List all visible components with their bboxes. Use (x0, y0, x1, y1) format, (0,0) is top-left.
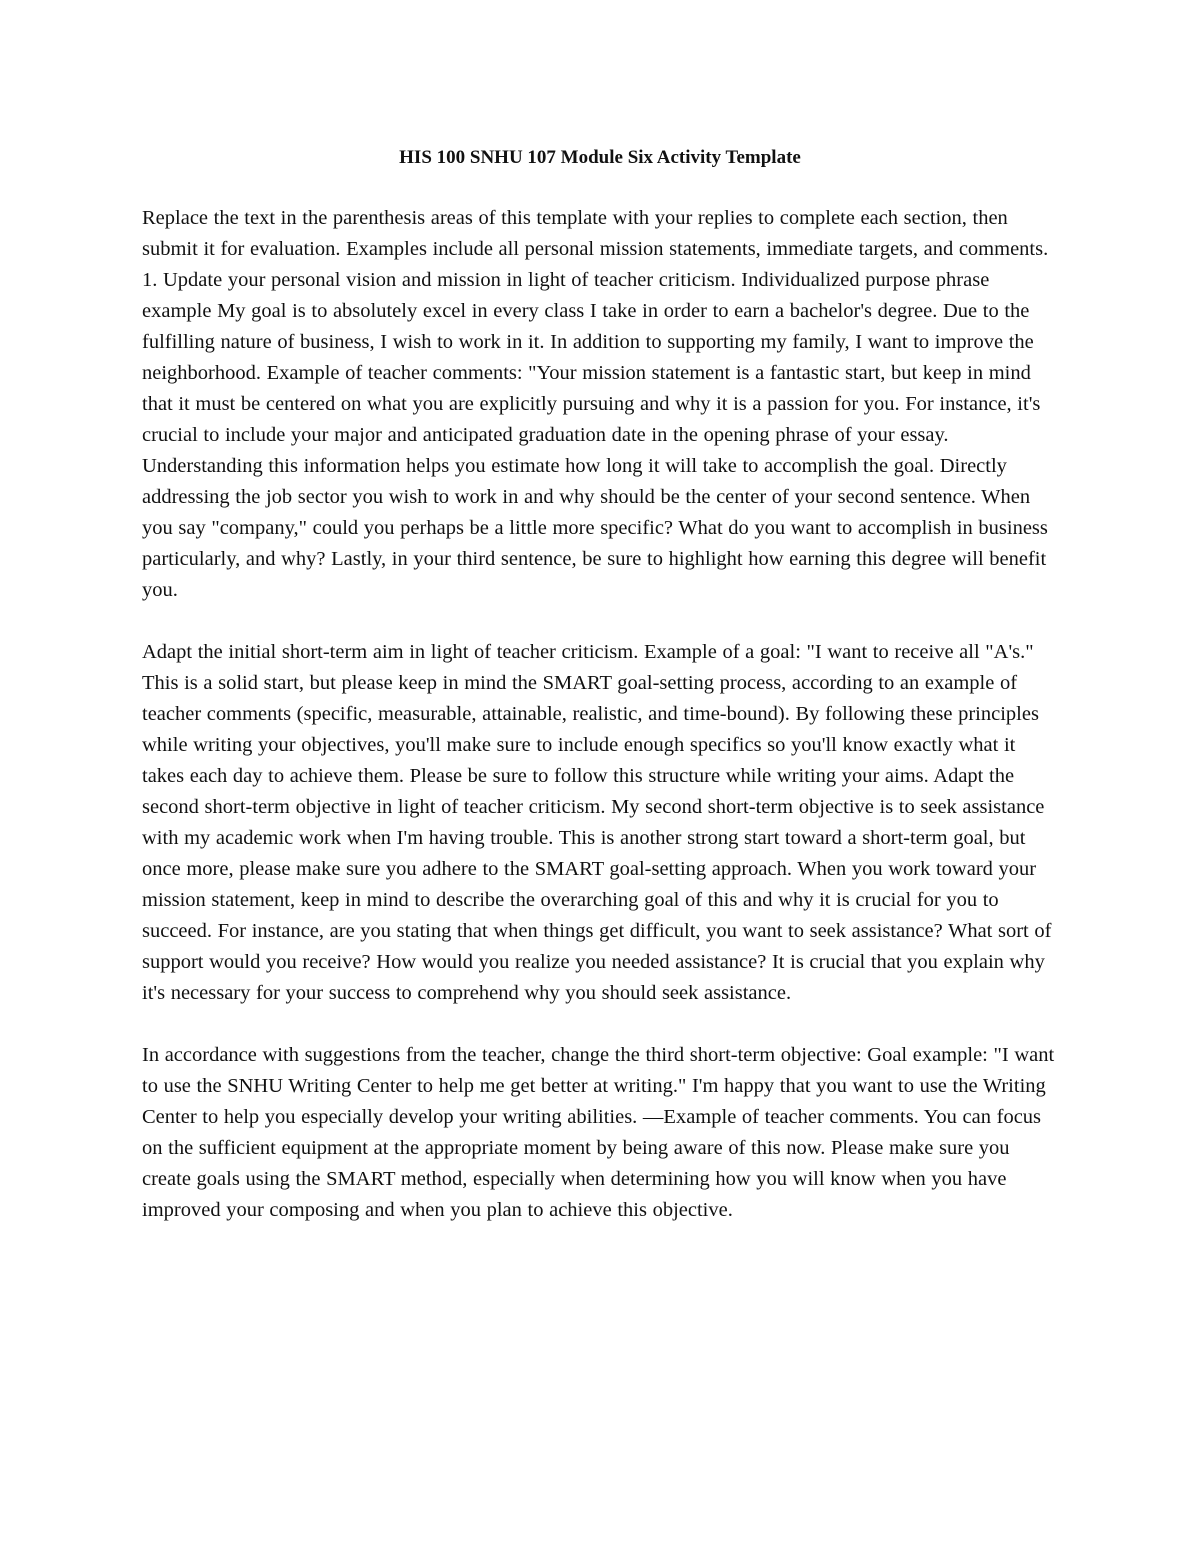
paragraph-mission-statement: Replace the text in the parenthesis areas of this template with your replies to complete each section, then submit it for evaluation. Examples include all personal mission statements, immediate targets, and comments. 1. Update your personal vision and mission in light of teacher criticism. Individualized purpose phrase example My goal is to absolutely excel in every class I take in order to earn a bachelor's degree. Due to the fulfilling nature of business, I wish to work in it. In addition to supporting my family, I want to improve the neighborhood. Example of teacher comments: "Your mission statement is a fantastic start, but keep in mind that it must be centered on what you are explicitly pursuing and why it is a passion for you. For instance, it's crucial to include your major and anticipated graduation date in the opening phrase of your essay. Understanding this information helps you estimate how long it will take to accomplish the goal. Directly addressing the job sector you wish to work in and why should be the center of your second sentence. When you say "company," could you perhaps be a little more specific? What do you want to accomplish in business particularly, and why? Lastly, in your third sentence, be sure to highlight how earning this degree will benefit you. (142, 207, 1049, 601)
paragraph-third-objective: In accordance with suggestions from the teacher, change the third short-term objective: Goal example: "I want to use the SNHU Writing Center to help me get better at writing." I'm happy that you want to use the Writing Center to help you especially develop your writing abilities. —Example of teacher comments. You can focus on the sufficient equipment at the appropriate moment by being aware of this now. Please make sure you create goals using the SMART method, especially when determining how you will know when you have improved your composing and when you plan to achieve this objective. (142, 1044, 1055, 1221)
document-title: HIS 100 SNHU 107 Module Six Activity Template (399, 147, 801, 168)
paragraph-short-term-goals: Adapt the initial short-term aim in light of teacher criticism. Example of a goal: "I want to receive all "A's." This is a solid start, but please keep in mind the SMART goal-setting process, according to an example of teacher comments (specific, measurable, attainable, realistic, and time-bound). By following these principles while writing your objectives, you'll make sure to include enough specifics so you'll know exactly what it takes each day to achieve them. Please be sure to follow this structure while writing your aims. Adapt the second short-term objective in light of teacher criticism. My second short-term objective is to seek assistance with my academic work when I'm having trouble. This is another strong start toward a short-term goal, but once more, please make sure you adhere to the SMART goal-setting approach. When you work toward your mission statement, keep in mind to describe the overarching goal of this and why it is crucial for you to succeed. For instance, are you stating that when things get difficult, you want to seek assistance? What sort of support would you receive? How would you realize you needed assistance? It is crucial that you explain why it's necessary for your success to comprehend why you should seek assistance. (142, 641, 1052, 1004)
document-body (142, 203, 1062, 1257)
